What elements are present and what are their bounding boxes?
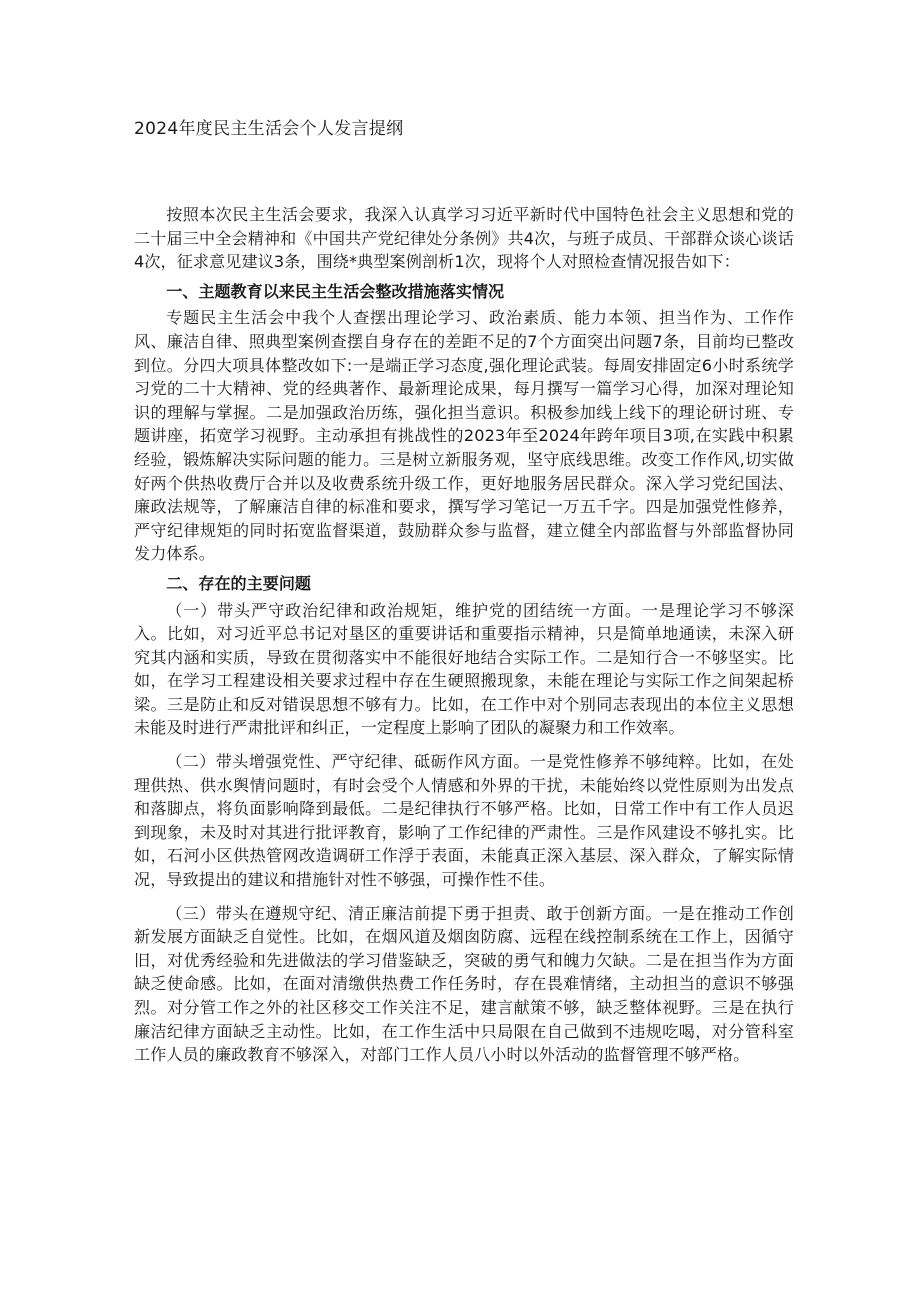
intro-paragraph: 按照本次民主生活会要求，我深入认真学习习近平新时代中国特色社会主义思想和党的二十届三中全会精神和《中国共产党纪律处分条例》共4次，与班子成员、干部群众谈心谈话4次，征求意见建议3条，围绕*典型案例剖析1次，现将个人对照检查情况报告如下： bbox=[134, 205, 794, 272]
section-2-paragraph-1: （一）带头严守政治纪律和政治规矩，维护党的团结统一方面。一是理论学习不够深入。比如，对习近平总书记对垦区的重要讲话和重要指示精神，只是简单地通读，未深入研究其内涵和实质，导致在贯彻落实中不能很好地结合实际工作。二是知行合一不够坚实。比如，在学习工程建设相关要求过程中存在生硬照搬现象，未能在理论与实际工作之间架起桥梁。三是防止和反对错误思想不够有力。比如，在工作中对个别同志表现出的本位主义思想未能及时进行严肃批评和纠正，一定程度上影响了团队的凝聚力和工作效率。 bbox=[134, 600, 794, 738]
section-1-heading: 一、主题教育以来民主生活会整改措施落实情况 bbox=[166, 281, 505, 301]
section-2-heading: 二、存在的主要问题 bbox=[166, 573, 312, 593]
paragraph-spacer bbox=[134, 892, 794, 902]
document-body bbox=[134, 203, 794, 1067]
paragraph-spacer bbox=[134, 740, 794, 750]
section-2-paragraph-3: （三）带头在遵规守纪、清正廉洁前提下勇于担责、敢于创新方面。一是在推动工作创新发展方面缺乏自觉性。比如，在烟风道及烟囱防腐、远程在线控制系统在工作上，因循守旧，对优秀经验和先进做法的学习借鉴缺乏，突破的勇气和魄力欠缺。二是在担当作为方面缺乏使命感。比如，在面对清缴供热费工作任务时，存在畏难情绪，主动担当的意识不够强烈。对分管工作之外的社区移交工作关注不足，建言献策不够，缺乏整体视野。三是在执行廉洁纪律方面缺乏主动性。比如，在工作生活中只局限在自己做到不违规吃喝，对分管科室工作人员的廉政教育不够深入，对部门工作人员八小时以外活动的监督管理不够严格。 bbox=[134, 903, 794, 1065]
document-title: 2024年度民主生活会个人发言提纲 bbox=[134, 119, 404, 139]
section-2-paragraph-2: （二）带头增强党性、严守纪律、砥砺作风方面。一是党性修养不够纯粹。比如，在处理供热、供水舆情问题时，有时会受个人情感和外界的干扰，未能始终以党性原则为出发点和落脚点，将负面影响降到最低。二是纪律执行不够严格。比如，日常工作中有工作人员迟到现象，未及时对其进行批评教育，影响了工作纪律的严肃性。三是作风建设不够扎实。比如，石河小区供热管网改造调研工作浮于表面，未能真正深入基层、深入群众，了解实际情况，导致提出的建议和措施针对性不够强，可操作性不佳。 bbox=[134, 752, 794, 890]
section-1-paragraph: 专题民主生活会中我个人查摆出理论学习、政治素质、能力本领、担当作为、工作作风、廉洁自律、照典型案例查摆自身存在的差距不足的7个方面突出问题7条，目前均已整改到位。分四大项具体整改如下:一是端正学习态度,强化理论武装。每周安排固定6小时系统学习党的二十大精神、党的经典著作、最新理论成果，每月撰写一篇学习心得，加深对理论知识的理解与掌握。二是加强政治历练，强化担当意识。积极参加线上线下的理论研讨班、专题讲座，拓宽学习视野。主动承担有挑战性的2023年至2024年跨年项目3项,在实践中积累经验，锻炼解决实际问题的能力。三是树立新服务观，坚守底线思维。改变工作作风,切实做好两个供热收费厅合并以及收费系统升级工作，更好地服务居民群众。深入学习党纪国法、廉政法规等，了解廉洁自律的标准和要求，撰写学习笔记一万五千字。四是加强党性修养，严守纪律规矩的同时拓宽监督渠道，鼓励群众参与监督，建立健全内部监督与外部监督协同发力体系。 bbox=[134, 308, 794, 564]
